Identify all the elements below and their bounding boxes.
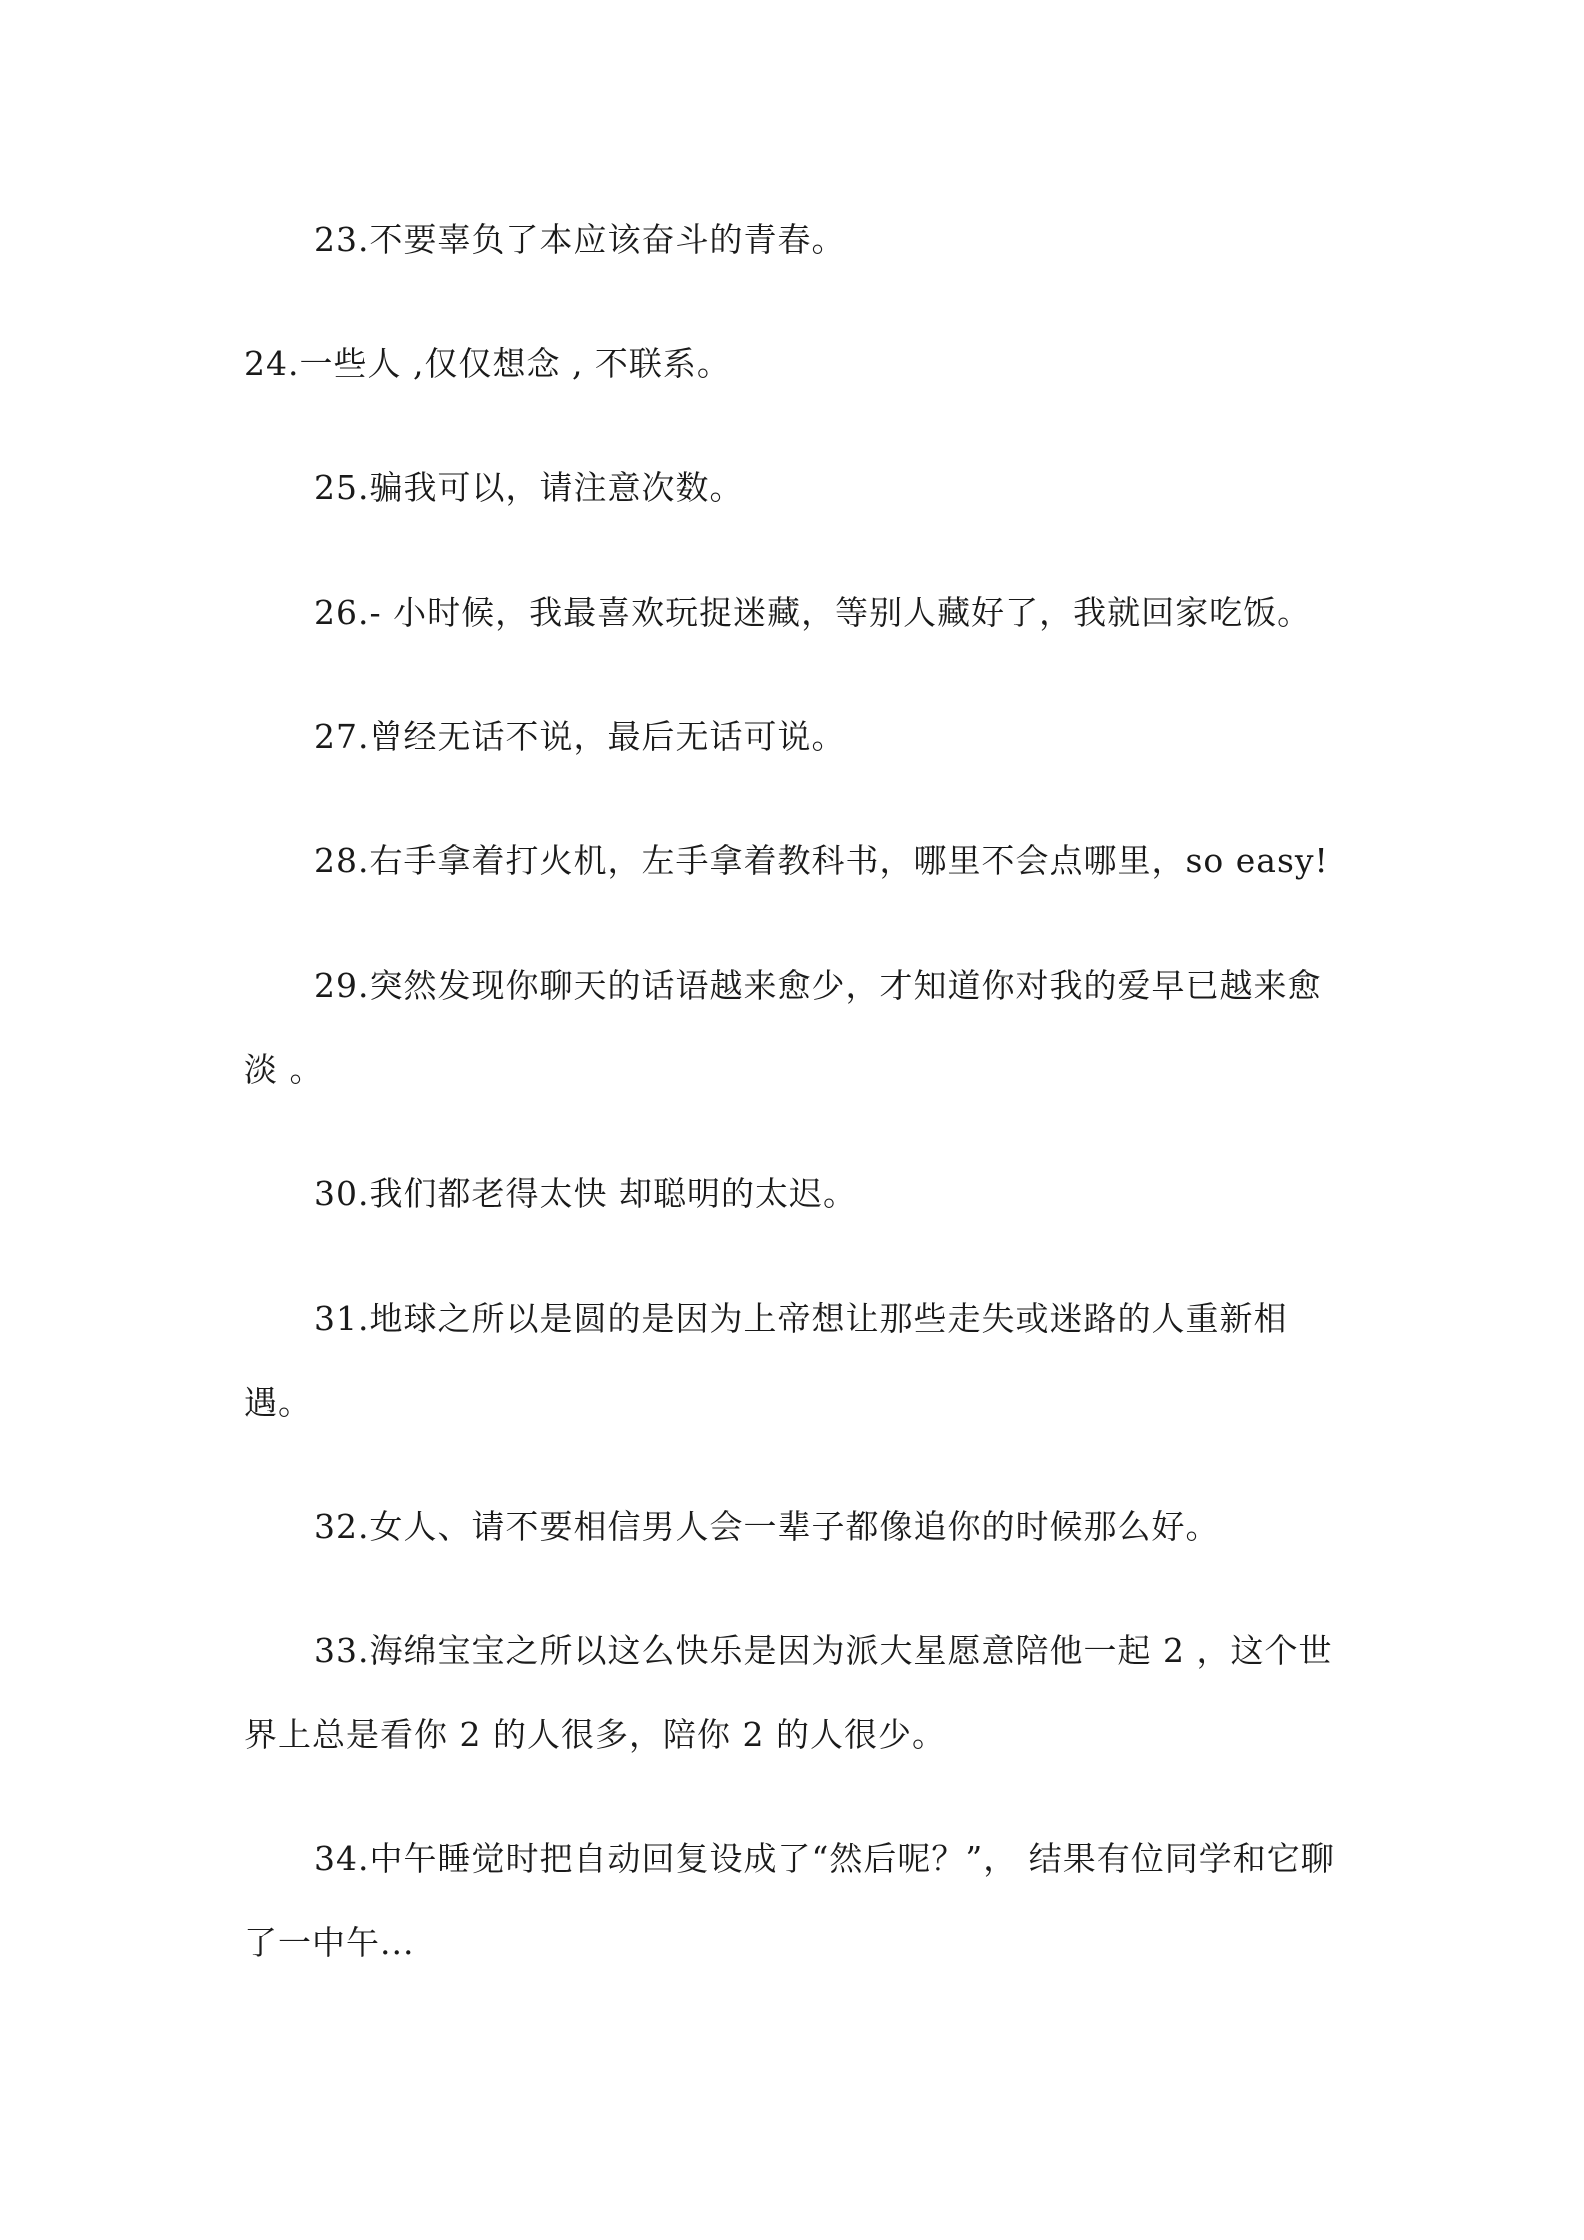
paragraph-30: 30.我们都老得太快 却聪明的太迟。: [314, 1174, 857, 1213]
paragraph-27: 27.曾经无话不说，最后无话可说。: [314, 717, 846, 756]
paragraph-31: 31.地球之所以是圆的是因为上帝想让那些走失或迷路的人重新相遇。: [244, 1299, 1288, 1422]
paragraph-25: 25.骗我可以，请注意次数。: [314, 468, 744, 507]
paragraph-26: 26.- 小时候，我最喜欢玩捉迷藏，等别人藏好了，我就回家吃饭。: [314, 593, 1312, 632]
paragraph-28: 28.右手拿着打火机，左手拿着教科书，哪里不会点哪里，so easy!: [314, 841, 1329, 880]
paragraph-29: 29.突然发现你聊天的话语越来愈少，才知道你对我的爱早已越来愈淡 。: [244, 966, 1322, 1089]
paragraph-24: 24.一些人 ,仅仅想念 , 不联系。: [244, 344, 731, 383]
paragraph-34: 34.中午睡觉时把自动回复设成了“然后呢？”， 结果有位同学和它聊了一中午...: [244, 1839, 1335, 1962]
paragraph-32: 32.女人、请不要相信男人会一辈子都像追你的时候那么好。: [314, 1507, 1220, 1546]
paragraph-33: 33.海绵宝宝之所以这么快乐是因为派大星愿意陪他一起 2 ，这个世界上总是看你 2 的人很多，陪你 2 的人很少。: [244, 1631, 1333, 1754]
paragraph-23: 23.不要辜负了本应该奋斗的青春。: [314, 220, 846, 259]
